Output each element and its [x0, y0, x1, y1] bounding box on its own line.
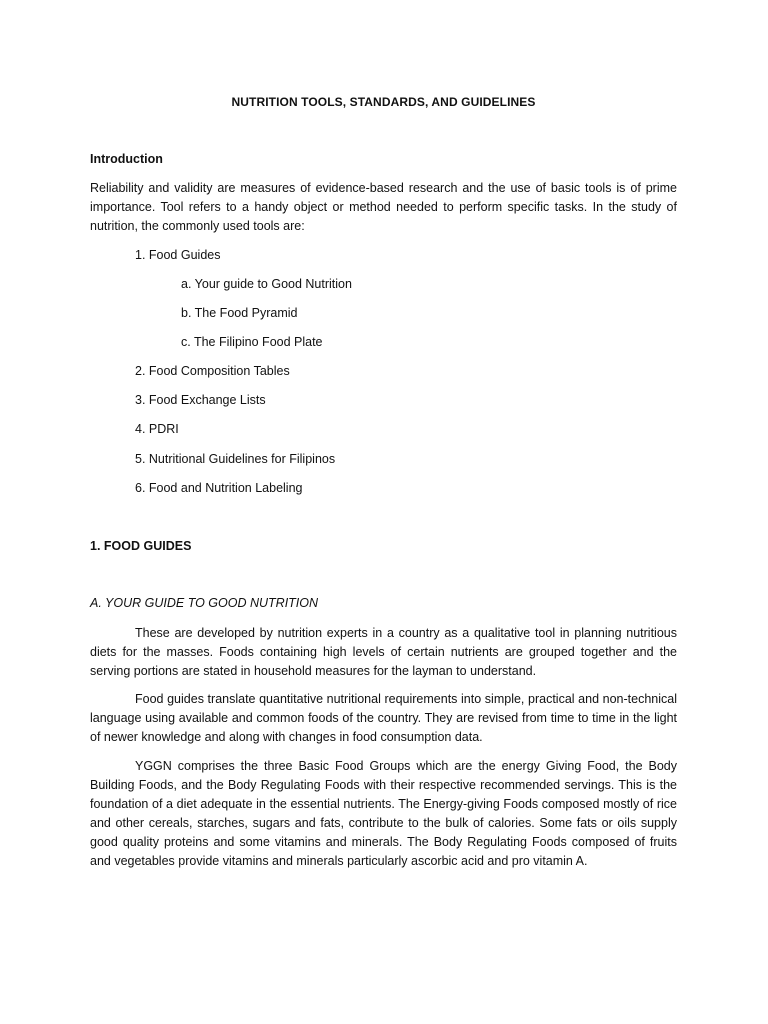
list-item-labeling: 6. Food and Nutrition Labeling — [135, 481, 303, 495]
good-nutrition-subheading: A. YOUR GUIDE TO GOOD NUTRITION — [90, 596, 319, 610]
list-subitem-food-pyramid: b. The Food Pyramid — [181, 306, 298, 320]
introduction-paragraph: Reliability and validity are measures of evidence-based research and the use of basic tools is of prime importance. Tool refers to a handy object or method needed to perform specific tasks. In the study of nutrition, the commonly used tools are: — [90, 181, 677, 233]
list-item-food-guides: 1. Food Guides — [135, 248, 221, 262]
list-item-exchange-lists: 3. Food Exchange Lists — [135, 393, 266, 407]
list-item-guidelines: 5. Nutritional Guidelines for Filipinos — [135, 452, 336, 466]
paragraph-food-guides-translate: Food guides translate quantitative nutritional requirements into simple, practical and non-technical language using available and common foods of the country. They are revised from time to time in the light of newer knowledge and along with changes in food consumption data. — [90, 692, 677, 744]
list-item-composition-tables: 2. Food Composition Tables — [135, 364, 290, 378]
list-item-pdri: 4. PDRI — [135, 422, 179, 436]
introduction-heading: Introduction — [90, 152, 163, 166]
paragraph-yggn: YGGN comprises the three Basic Food Groups which are the energy Giving Food, the Body Building Foods, and the Body Regulating Foods with their respective recommended servings. This is the foundation of a diet adequate in the essential nutrients. The Energy-giving Foods composed mostly of rice and other cereals, starches, sugars and fats, contribute to the bulk of calories. Some fats or oils supply good quality proteins and some vitamins and minerals. The Body Regulating Foods composed of fruits and vegetables provide vitamins and minerals particularly ascorbic acid and pro vitamin A. — [90, 759, 677, 868]
document-title: NUTRITION TOOLS, STANDARDS, AND GUIDELINES — [231, 95, 536, 109]
list-subitem-your-guide: a. Your guide to Good Nutrition — [181, 277, 352, 291]
list-subitem-food-plate: c. The Filipino Food Plate — [181, 335, 323, 349]
paragraph-developed-by-experts: These are developed by nutrition experts in a country as a qualitative tool in planning nutritious diets for the masses. Foods containing high levels of certain nutrients are grouped together and the serving portions are stated in household measures for the layman to understand. — [90, 626, 677, 678]
food-guides-heading: 1. FOOD GUIDES — [90, 539, 192, 553]
